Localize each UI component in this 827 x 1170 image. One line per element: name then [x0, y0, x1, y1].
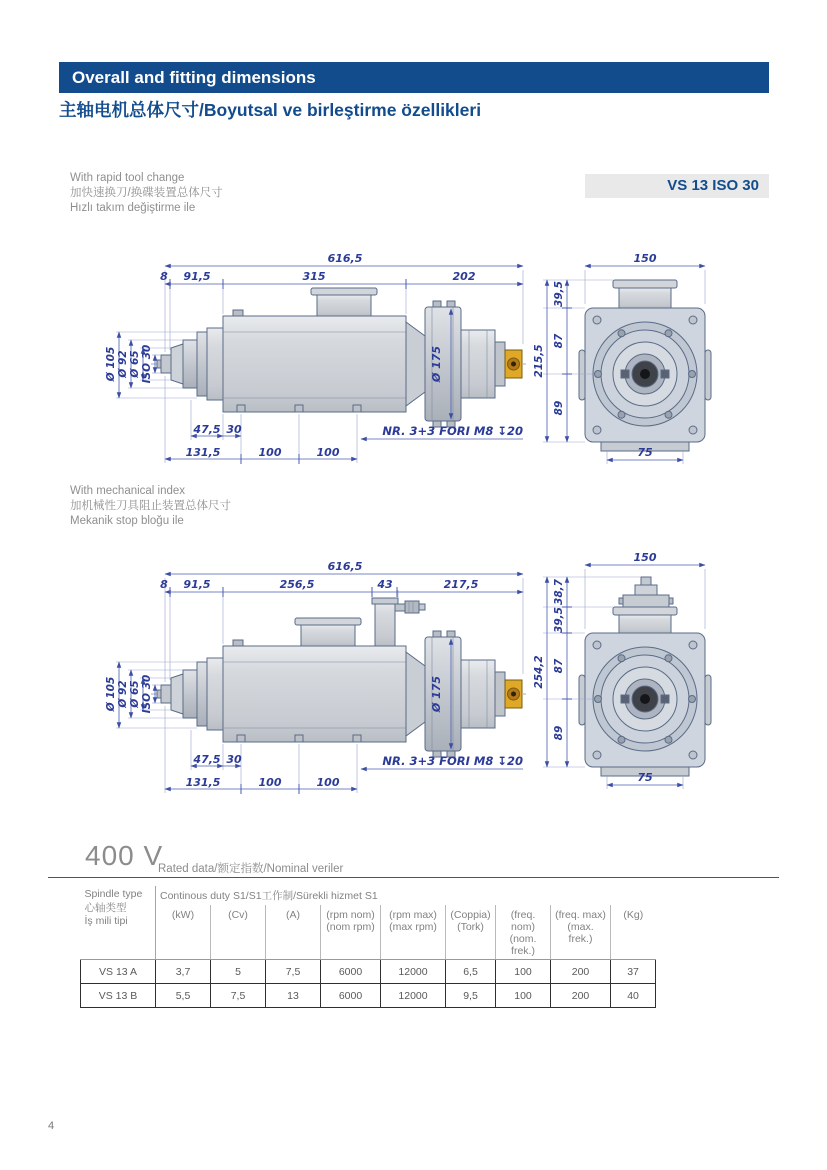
motor-side-shapes: [151, 598, 529, 757]
dim-dia-105: Ø 105: [105, 346, 117, 382]
dim-c1: 131,5: [185, 446, 221, 459]
section-mech-label-tr: Mekanik stop bloğu ile: [70, 515, 184, 528]
cell-a: 7,5: [266, 960, 321, 984]
col-header-a: (A): [266, 905, 321, 960]
dim-b1: 47,5: [193, 753, 221, 766]
dim-seg3: 315: [302, 270, 326, 283]
section-rapid-label-zh: 加快速换刀/换碟装置总体尺寸: [70, 187, 223, 200]
cell-rpm-nom: 6000: [321, 984, 381, 1008]
cell-torque: 6,5: [446, 960, 496, 984]
ratings-table: [80, 886, 656, 1008]
section-rapid-label-tr: Hızlı takım değiştirme ile: [70, 202, 196, 215]
dim-dia-65: Ø 65: [129, 680, 141, 708]
cell-kw: 5,5: [156, 984, 211, 1008]
section-rapid-label-en: With rapid tool change: [70, 172, 185, 184]
dim-seg4: 43: [377, 578, 393, 591]
cell-type: VS 13 B: [81, 984, 156, 1008]
drawing-rapid-front-view: [535, 250, 725, 470]
spindle-type-header: [81, 886, 156, 960]
dim-h2: 87: [553, 333, 565, 349]
dim-base: 75: [637, 446, 653, 459]
cell-cv: 5: [211, 960, 266, 984]
dim-b1: 47,5: [193, 423, 221, 436]
dim-dia-92: Ø 92: [117, 350, 129, 378]
dim-seg1: 8: [160, 578, 168, 591]
dim-base: 75: [637, 771, 653, 784]
cell-kg: 40: [611, 984, 656, 1008]
dim-width: 150: [633, 551, 657, 564]
cell-freq-max: 200: [551, 984, 611, 1008]
col-header-kg: (Kg): [611, 905, 656, 960]
col-header-freq-max: (freq. max) (max. frek.): [551, 905, 611, 960]
col-header-rpm-nom: (rpm nom) (nom rpm): [321, 905, 381, 960]
cell-rpm-max: 12000: [381, 984, 446, 1008]
cell-freq-max: 200: [551, 960, 611, 984]
spindle-type-header-en: Spindle type: [84, 888, 143, 900]
cell-kw: 3,7: [156, 960, 211, 984]
cell-rpm-nom: 6000: [321, 960, 381, 984]
motor-front-shapes: [579, 280, 711, 451]
dim-total-height: 254,2: [533, 655, 545, 689]
dim-c3: 100: [316, 776, 340, 789]
section-mech-label-en: With mechanical index: [70, 485, 186, 497]
dim-c2: 100: [258, 776, 282, 789]
dim-seg2: 91,5: [183, 578, 211, 591]
dim-h1: 39,5: [553, 607, 565, 633]
dim-taper-iso30: ISO 30: [141, 674, 153, 714]
dim-width: 150: [633, 252, 657, 265]
cell-rpm-max: 12000: [381, 960, 446, 984]
ratings-table-container: [80, 886, 655, 1008]
spindle-type-header-tr: İş mili tipi: [84, 915, 128, 927]
page-number: 4: [48, 1120, 55, 1132]
section-mech-label-zh: 加机械性刀具阻止装置总体尺寸: [70, 500, 231, 513]
drawing-rapid-side-view: [95, 252, 535, 472]
dim-seg3: 256,5: [279, 578, 315, 591]
cell-kg: 37: [611, 960, 656, 984]
dim-total: 616,5: [327, 560, 363, 573]
table-row: [81, 984, 656, 1008]
ratings-divider: [48, 877, 779, 878]
dim-dia-105: Ø 105: [105, 676, 117, 712]
holes-note: NR. 3+3 FORI M8 ↧20: [382, 424, 523, 438]
voltage-heading: 400 V: [85, 840, 164, 871]
ratings-subtitle: Rated data/额定指数/Nominal veriler: [158, 863, 344, 875]
section-rapid-label: [70, 171, 223, 217]
dim-total: 616,5: [327, 252, 363, 265]
col-header-kw: (kW): [156, 905, 211, 960]
cell-a: 13: [266, 984, 321, 1008]
dim-total-height: 215,5: [533, 344, 545, 378]
index-cylinder: [375, 602, 395, 646]
model-badge: VS 13 ISO 30: [585, 174, 769, 198]
dim-seg4: 202: [452, 270, 476, 283]
dim-dia-92: Ø 92: [117, 680, 129, 708]
duty-header: Continous duty S1/S1工作制/Sürekli hizmet S1: [156, 886, 656, 905]
cell-cv: 7,5: [211, 984, 266, 1008]
drawing-mech-side-view: [95, 560, 535, 805]
spindle-type-header-zh: 心轴类型: [84, 902, 127, 914]
dim-seg1: 8: [160, 270, 168, 283]
col-header-rpm-max: (rpm max) (max rpm): [381, 905, 446, 960]
col-header-freq-nom: (freq. nom) (nom. frek.): [496, 905, 551, 960]
col-header-cv: (Cv): [211, 905, 266, 960]
page-subtitle: 主轴电机总体尺寸/Boyutsal ve birleştirme özellikleri: [59, 100, 482, 120]
cell-freq-nom: 100: [496, 960, 551, 984]
dim-b2: 30: [226, 753, 242, 766]
dim-b2: 30: [226, 423, 242, 436]
section-mech-label: [70, 484, 231, 530]
holes-note: NR. 3+3 FORI M8 ↧20: [382, 754, 523, 768]
dim-flange-dia: Ø 175: [430, 675, 443, 713]
cell-torque: 9,5: [446, 984, 496, 1008]
dim-flange-dia: Ø 175: [430, 345, 443, 383]
dim-taper-iso30: ISO 30: [141, 344, 153, 384]
dim-c3: 100: [316, 446, 340, 459]
dim-h2: 87: [553, 658, 565, 674]
dim-stub: 38,7: [553, 579, 565, 605]
dim-seg2: 91,5: [183, 270, 211, 283]
dim-seg5: 217,5: [443, 578, 479, 591]
dim-h3: 89: [553, 725, 565, 741]
dim-h3: 89: [553, 400, 565, 416]
page-title: Overall and fitting dimensions: [59, 62, 769, 93]
dim-c1: 131,5: [185, 776, 221, 789]
dim-dia-65: Ø 65: [129, 350, 141, 378]
motor-side-shapes: [151, 288, 529, 427]
drawing-mech-front-view: [535, 553, 725, 803]
table-row: [81, 960, 656, 984]
cell-freq-nom: 100: [496, 984, 551, 1008]
col-header-torque: (Coppia) (Tork): [446, 905, 496, 960]
cell-type: VS 13 A: [81, 960, 156, 984]
dim-h1: 39,5: [553, 281, 565, 307]
dim-c2: 100: [258, 446, 282, 459]
